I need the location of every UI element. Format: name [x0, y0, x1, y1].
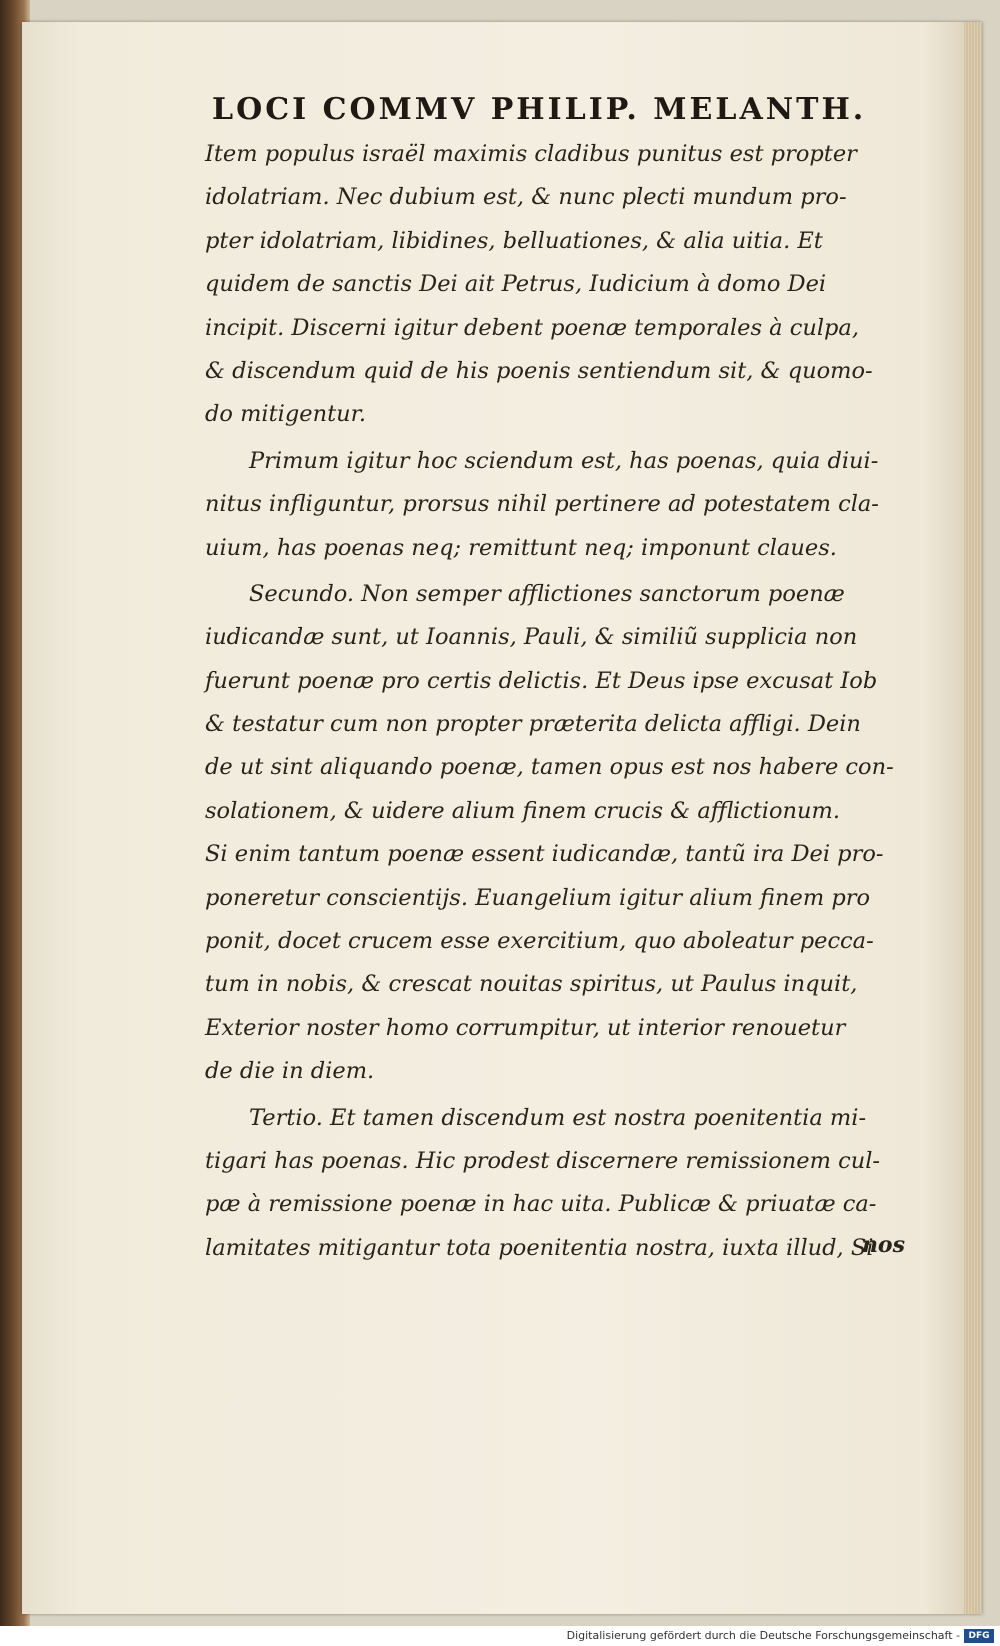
text-line: de ut sint aliquando poenæ, tamen opus est nos habere con-	[205, 754, 894, 781]
text-line: pæ à remissione poenæ in hac uita. Publicæ & priuatæ ca-	[205, 1191, 877, 1218]
funding-credit: Digitalisierung gefördert durch die Deutsche Forschungsgemeinschaft -	[566, 1629, 960, 1642]
text-line: Primum igitur hoc sciendum est, has poenas, quia diui-	[249, 447, 879, 474]
paragraph	[205, 1097, 940, 1271]
text-line: ponit, docet crucem esse exercitium, quo aboleatur pecca-	[205, 928, 874, 955]
text-line: Item populus israël maximis cladibus punitus est propter	[205, 141, 857, 167]
text-line: quidem de sanctis Dei ait Petrus, Iudicium à domo Dei	[205, 271, 827, 298]
digitization-footer	[0, 1626, 1000, 1646]
text-line: idolatriam. Nec dubium est, & nunc plecti mundum pro-	[205, 184, 847, 211]
dfg-logo: DFG	[964, 1629, 994, 1643]
text-line: de die in diem.	[205, 1058, 375, 1085]
catchword: nos	[861, 1232, 905, 1258]
text-line: tigari has poenas. Hic prodest discernere remissionem cul-	[205, 1147, 880, 1174]
paragraph	[205, 440, 940, 570]
paragraph	[205, 573, 940, 1094]
text-line: nitus infliguntur, prorsus nihil pertinere ad potestatem cla-	[205, 491, 879, 518]
running-head: LOCI COMMV PHILIP. MELANTH.	[212, 92, 867, 127]
text-line: uium, has poenas neq; remittunt neq; imponunt claues.	[205, 534, 837, 561]
text-line: incipit. Discerni igitur debent poenæ temporales à culpa,	[205, 314, 859, 341]
text-line: & discendum quid de his poenis sentiendum sit, & quomo-	[205, 357, 873, 384]
text-line: & testatur cum non propter præterita delicta affligi. Dein	[205, 711, 861, 738]
text-line: do mitigentur.	[205, 401, 367, 428]
text-line: pter idolatriam, libidines, belluationes, & alia uitia. Et	[205, 227, 823, 254]
text-line: Secundo. Non semper afflictiones sanctorum poenæ	[249, 580, 845, 607]
text-line: Exterior noster homo corrumpitur, ut interior renouetur	[205, 1014, 846, 1041]
text-line: iudicandæ sunt, ut Ioannis, Pauli, & similiũ supplicia non	[205, 624, 858, 651]
text-line: Tertio. Et tamen discendum est nostra poenitentia mi-	[249, 1104, 867, 1131]
paragraph	[205, 133, 940, 437]
body-text	[205, 133, 940, 1270]
text-line: fuerunt poenæ pro certis delictis. Et Deus ipse excusat Iob	[205, 667, 878, 694]
text-line: solationem, & uidere alium finem crucis & afflictionum.	[205, 797, 840, 824]
text-line: Si enim tantum poenæ essent iudicandæ, tantũ ira Dei pro-	[205, 841, 884, 868]
page-fore-edge	[964, 22, 982, 1614]
text-line: poneretur conscientijs. Euangelium igitur alium finem pro	[205, 884, 871, 911]
text-line: lamitates mitigantur tota poenitentia nostra, iuxta illud, Si	[205, 1234, 874, 1261]
text-line: tum in nobis, & crescat nouitas spiritus, ut Paulus inquit,	[205, 971, 858, 998]
